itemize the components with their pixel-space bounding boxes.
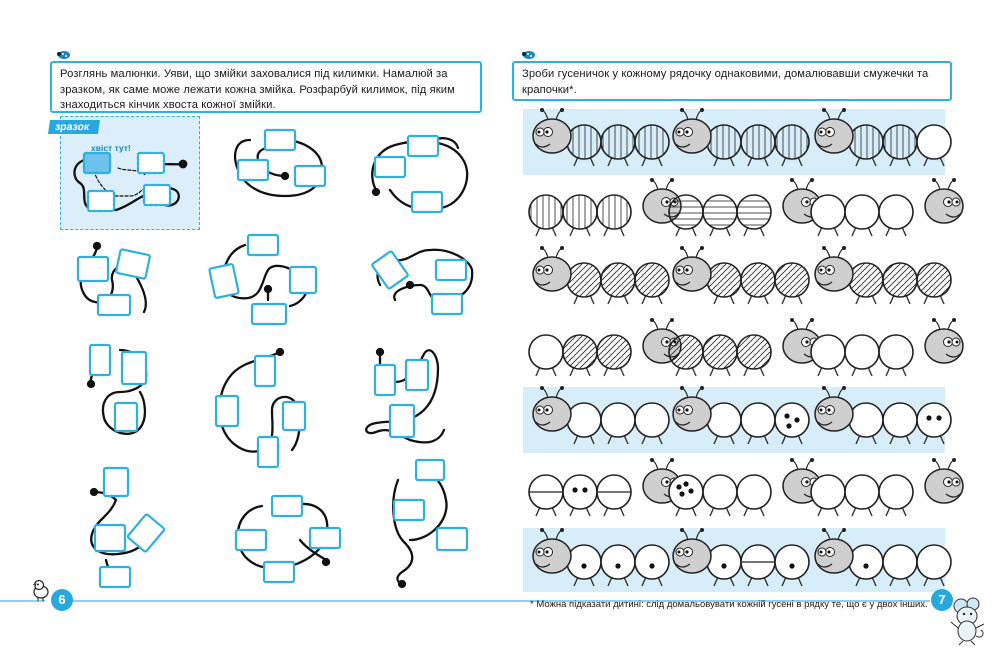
caterpillar xyxy=(669,178,821,236)
caterpillar xyxy=(533,246,669,304)
caterpillar xyxy=(669,458,821,516)
caterpillar xyxy=(529,458,681,516)
caterpillar xyxy=(533,108,669,166)
caterpillar xyxy=(815,246,951,304)
page-number-left: 6 xyxy=(51,589,73,611)
caterpillar xyxy=(669,318,821,376)
footnote: * Можна підказати дитині: слід домальовувати кожній гусені в рядку те, що є у двох інших. xyxy=(530,599,928,610)
caterpillar xyxy=(673,528,809,586)
caterpillar xyxy=(815,386,951,444)
mouse-mascot-icon xyxy=(947,596,989,646)
caterpillar xyxy=(529,178,681,236)
caterpillar xyxy=(815,108,951,166)
caterpillar xyxy=(673,108,809,166)
caterpillar xyxy=(811,458,963,516)
task-instruction: Розглянь малюнки. Уяви, що змійки заховалися під килимки. Намалюй за зразком, як саме може лежати кожна змійка. Розфарбуй килимок, під яким знаходиться кінчик хвоста кожної змійки. xyxy=(60,68,455,111)
caterpillar xyxy=(529,318,681,376)
task-instruction-right: Зроби гусеничок у кожному рядочку однаковими, домалювавши смужечки та крапочки*. xyxy=(522,68,929,96)
caterpillar xyxy=(673,246,809,304)
caterpillar xyxy=(533,528,669,586)
caterpillar xyxy=(673,386,809,444)
page-number-right: 7 xyxy=(931,589,953,611)
sample-hint: хвіст тут! xyxy=(91,143,131,153)
caterpillar xyxy=(811,178,963,236)
caterpillar xyxy=(533,386,669,444)
caterpillar xyxy=(811,318,963,376)
sample-label: зразок xyxy=(48,120,100,134)
caterpillar xyxy=(815,528,951,586)
